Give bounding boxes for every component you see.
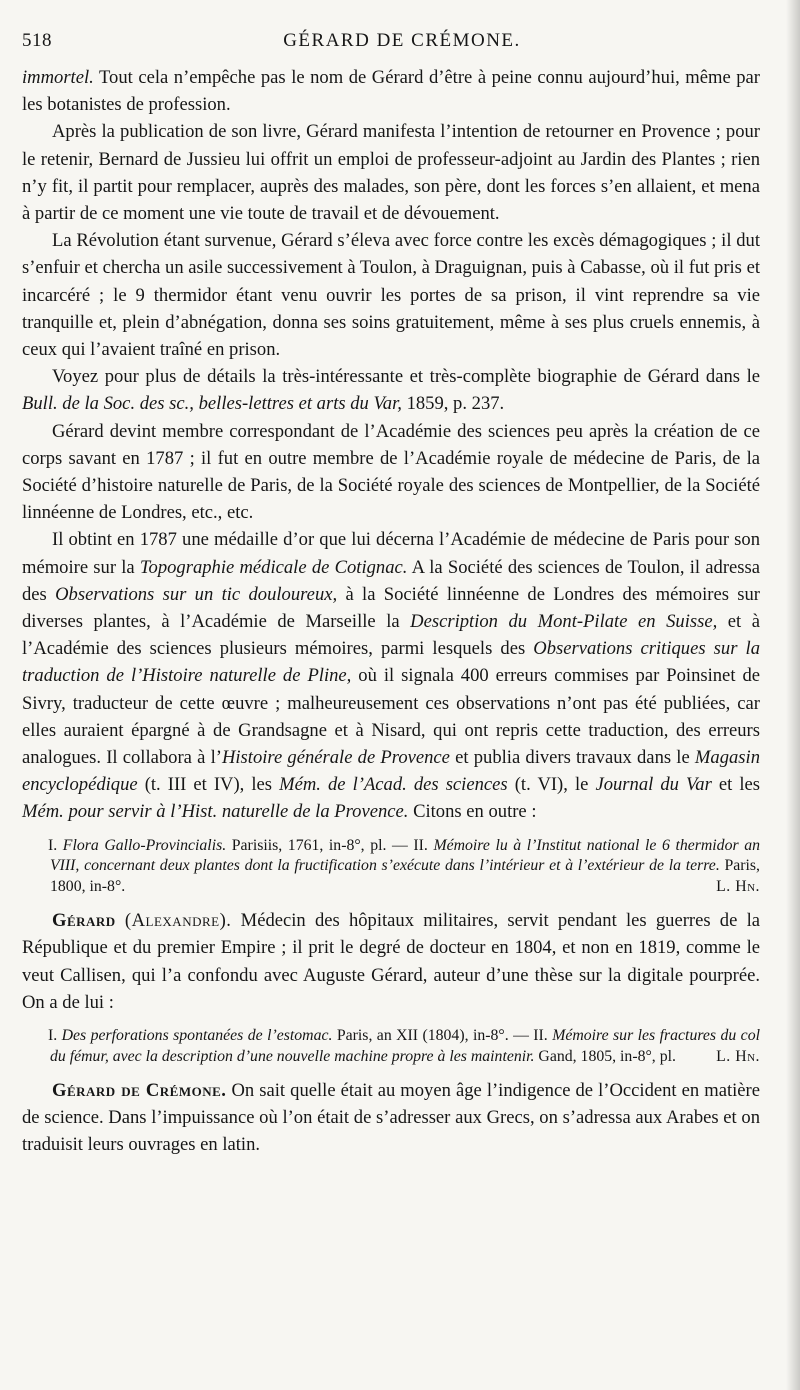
ref-title: Mémoire sur les fractures du col du fémur, avec la description d’une nouvelle machine propre à les maintenir. — [50, 1027, 760, 1065]
author-signature: L. Hn. — [716, 1047, 760, 1065]
paragraph-text: Citons en outre : — [408, 801, 537, 823]
ref-text: I. — [48, 836, 63, 854]
paragraph-text: et publia divers travaux dans le — [449, 747, 695, 769]
entry-headword: Gérard — [52, 910, 116, 932]
paragraph-publication: Après la publication de son livre, Gérard manifesta l’intention de retourner en Provence ; pour le retenir, Bernard de Jussieu lui offrit un emploi de professeur-adjoint au Jardin des Plantes ; rien n’y fit, il partit pour remplacer, auprès des malades, son père, dont les forces s’en allaient, et mena à partir de ce moment une vie toute de travail et de dévouement. — [22, 121, 760, 225]
bibliography-note-1 — [22, 836, 760, 898]
work-title: Description du Mont-Pilate en Suisse, — [410, 611, 718, 633]
ref-text: Paris, an XII (1804), in-8°. — II. — [332, 1027, 553, 1044]
paragraph-biography-ref — [22, 363, 760, 417]
entry-text: Médecin des hôpitaux militaires, servit pendant les guerres de la République et du premier Empire ; il prit le degré de docteur en 1804, et non en 1819, comme le veut Callisen, qui l’a confondu avec Auguste Gérard, auteur d’une thèse sur la digitale pourprée. On a de lui : — [22, 910, 760, 1013]
paragraph-text: Tout cela n’empêche pas le nom de Gérard d’être à peine connu aujourd’hui, même par les botanistes de profession. — [22, 67, 760, 116]
paragraph-text: où il signala 400 erreurs commises par Poinsinet de Sivry, traducteur de cette œuvre ; malheureusement ces observations n’ont pas été publiées, car elles auraient épargné à de Grandsagne et à Nisard, qui ont repris cette traduction, des erreurs analogues. Il collabora à l’ — [22, 665, 760, 769]
entry-gerard-alexandre — [22, 907, 760, 1016]
entry-text: On sait quelle était au moyen âge l’indigence de l’Occident en matière de science. Dans l’impuissance où l’on était de s’adresser aux Grecs, on s’adressa aux Arabes et on traduisit leurs ouvrages en latin. — [22, 1080, 760, 1156]
work-title: Observations sur un tic douloureux, — [55, 583, 338, 605]
journal-title: Bull. de la Soc. des sc., belles-lettres et arts du Var, — [22, 393, 402, 415]
paragraph-text: Voyez pour plus de détails la très-intéressante et très-complète biographie de Gérard dans le — [52, 366, 760, 388]
paragraph-text: (t. VI), le — [507, 774, 596, 796]
paragraph-text: A la Société des sciences de Toulon, il adressa des — [22, 556, 760, 605]
paragraph-memberships: Gérard devint membre correspondant de l’Académie des sciences peu après la création de ce corps savant en 1787 ; il fut en outre membre de l’Académie royale de médecine de Paris, de la Société d’histoire naturelle de Paris, de la Société royale des sciences de Montpellier, de la Société linnéenne de Londres, etc., etc. — [22, 420, 760, 524]
page-gutter-shadow — [786, 0, 800, 1390]
paragraph-works — [22, 526, 760, 825]
ref-title: Mémoire lu à l’Institut national le 6 thermidor an VIII, concernant deux plantes dont la fructification s’exécute dans l’intérieur et à l’extérieur de la terre. — [50, 836, 760, 875]
paragraph-text: à la Société linnéenne de Londres des mémoires sur diverses plantes, à l’Académie de Marseille la — [22, 583, 760, 633]
work-title: Mém. de l’Acad. des sciences — [279, 774, 508, 796]
paragraph-text: et les — [711, 774, 761, 796]
paragraph-text: Il obtint en 1787 une médaille d’or que lui décerna l’Académie de médecine de Paris pour son mémoire sur la — [22, 529, 760, 578]
work-title: Journal du Var — [595, 774, 712, 796]
italic-word: immortel. — [22, 67, 94, 88]
paragraph-text: 1859, p. 237. — [401, 393, 505, 415]
paragraph-text: (t. III et IV), les — [137, 774, 280, 796]
page-body — [22, 64, 760, 1159]
running-header — [22, 30, 782, 52]
work-title: Histoire générale de Provence — [221, 747, 450, 769]
paragraph-text: et à l’Académie des sciences plusieurs mémoires, parmi lesquels des — [22, 611, 760, 660]
work-title: Magasin encyclopédique — [22, 747, 760, 796]
running-title: GÉRARD DE CRÉMONE. — [283, 30, 521, 51]
ref-title: Flora Gallo-Provincialis. — [62, 836, 227, 854]
ref-text: Paris, 1800, in-8°. — [50, 857, 760, 895]
work-title: Topographie médicale de Cotignac. — [139, 556, 408, 578]
page-number: 518 — [22, 30, 52, 51]
author-signature: L. Hn. — [716, 877, 760, 895]
entry-gerard-de-cremone — [22, 1077, 760, 1159]
entry-headword: Gérard de Crémone. — [52, 1080, 227, 1101]
work-title: Mém. pour servir à l’Hist. naturelle de la Provence. — [22, 801, 409, 823]
work-title: Observations critiques sur la traduction de l’Histoire naturelle de Pline, — [22, 638, 760, 687]
ref-title: Des perforations spontanées de l’estomac. — [61, 1027, 333, 1044]
ref-text: I. — [48, 1027, 62, 1044]
paragraph-revolution: La Révolution étant survenue, Gérard s’éleva avec force contre les excès démagogiques ; il dut s’enfuir et chercha un asile successivement à Toulon, à Draguignan, puis à Cabasse, où il fut pris et incarcéré ; le 9 thermidor étant venu ouvrir les portes de sa prison, il vint reprendre sa vie tranquille et, plein d’abnégation, donna ses soins gratuitement, même à ses plus cruels ennemis, à ceux qui l’avaient traîné en prison. — [22, 230, 760, 361]
ref-text: Parisiis, 1761, in-8°, pl. — II. — [226, 836, 434, 854]
ref-text: Gand, 1805, in-8°, pl. — [534, 1047, 676, 1065]
bibliography-note-2 — [22, 1026, 760, 1067]
paragraph-continuation — [22, 64, 760, 118]
entry-given-name: (Alexandre). — [124, 910, 232, 932]
